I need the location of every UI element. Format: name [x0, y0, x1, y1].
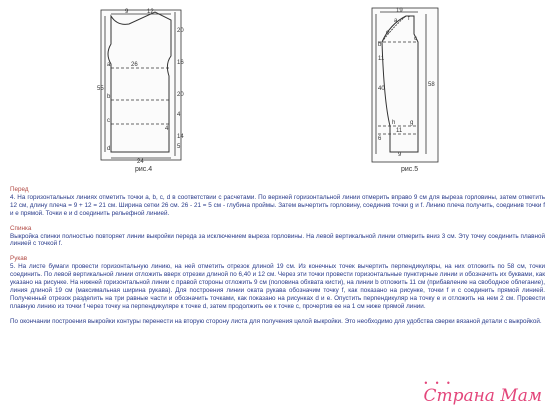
dim-label-26: 26 [131, 62, 138, 68]
dim-label-9: 9 [125, 9, 129, 15]
point-b: b [378, 42, 382, 48]
point-a: a [394, 18, 398, 24]
point-d: d [107, 146, 111, 152]
dim-label-55: 55 [97, 86, 104, 92]
point-e: e [386, 30, 390, 36]
dim-label-14: 14 [177, 134, 184, 140]
section-sleeve [10, 255, 545, 310]
section-heading-sleeve: Рукав [10, 255, 28, 263]
bodice-pattern-drawing [95, 6, 190, 164]
point-g: g [410, 120, 414, 126]
section-heading-front: Перед [10, 186, 29, 193]
instructions-text [10, 186, 545, 326]
sleeve-pattern-drawing [370, 6, 440, 164]
dim-label-20-top: 20 [177, 28, 184, 34]
dim-label-11: 11 [396, 128, 403, 134]
dim-label-4: 4 [177, 112, 181, 118]
section-front [10, 186, 545, 218]
dim-label-19: 19 [396, 8, 403, 14]
dim-label-16: 16 [177, 60, 184, 66]
point-f: f [408, 16, 410, 22]
logo-text: Страна Мам [423, 386, 542, 406]
section-back [10, 225, 545, 249]
point-h: h [392, 120, 396, 126]
figure-4-caption: рис.4 [135, 166, 153, 173]
dim-label-11-upper: 11 [378, 56, 385, 62]
dim-label-9: 9 [398, 152, 402, 158]
figure-5-caption: рис.5 [401, 166, 419, 173]
figure-5-sleeve-pattern [370, 6, 440, 164]
dim-label-5: 5 [177, 144, 181, 150]
figure-4-bodice-pattern [95, 6, 190, 164]
point-c: c [414, 36, 417, 42]
site-logo [423, 379, 542, 406]
section-text-final: По окончании построения выкройки контуры перенести на вторую сторону листа для получения целой выкройки. Это необходимо для удобства сверки вязаной детали с выкройкой. [10, 317, 542, 325]
dim-label-4-inner: 4 [165, 126, 169, 132]
section-text-back: Выкройка спинки полностью повторяет линии выкройки переда за исключением выреза горловины. На левой вертикальной линии отмерить вниз 3 см. Эту точку соединить плавной линией с точкой f. [10, 232, 545, 248]
section-text-front: 4. На горизонтальных линиях отметить точки a, b, c, d в соответствии с расчетами. По верхней горизонтальной линии отмерить вправо 9 см для выреза горловины, затем отметить 12 см, длину плеча = 9 + 12 = 21 см. Ширина сетки 26 см. 26 - 21 = 5 см - глубина проймы. Затем вычертить горловину, соединив точки g и f. Линию плеча получить, соединив точки f и е прямой. Точки е и d соединить рельефной линией. [10, 193, 545, 217]
section-heading-back: Спинка [10, 224, 32, 232]
logo-dots-icon: • • • [423, 379, 453, 388]
dim-label-24: 24 [137, 159, 144, 164]
section-final [10, 318, 545, 326]
point-b: b [107, 94, 111, 100]
point-c: c [107, 118, 110, 124]
point-a: a [107, 62, 111, 68]
dim-label-20-mid: 20 [177, 92, 184, 98]
dim-label-12: 12 [147, 9, 154, 15]
dim-label-58: 58 [428, 82, 435, 88]
dim-label-40: 40 [378, 86, 385, 92]
section-text-sleeve: 5. На листе бумаги провести горизонтальную линию, на ней отметить отрезок длиной 19 см. Из конечных точек вычертить перпендикуляры, на них отложить по 58 см, точки соединить. По левой вертикальной линии отложить вверх отрезки длиной по 6,40 и 12 см. Через эти точки провести горизонтальные пунктирные линии и обозначить их буквами, как указано на рисунке. На нижней горизонтальной линии с правой стороны отложить 9 см (половина обхвата кисти), на линии b отложить 11 см (прибавление на свободное облегание), линия длиной 19 см (максимальная ширина рукава). Для построения линии оката рукава обозначим точку f, как показано на рисунке, точки f и с соединить прямой линией. Полученный отрезок разделить на три равные части и обозначить точками, как показано на рисунках d и е. Опустить перпендикуляр на точку е и отложить на нем 2 см. Провести плавную линию из точки f через точку на перпендикуляре к точке d, затем продолжить ее к точке с, прочертив ее на 1 см ниже прямой линии. [10, 263, 545, 310]
dim-label-6: 6 [378, 136, 382, 142]
